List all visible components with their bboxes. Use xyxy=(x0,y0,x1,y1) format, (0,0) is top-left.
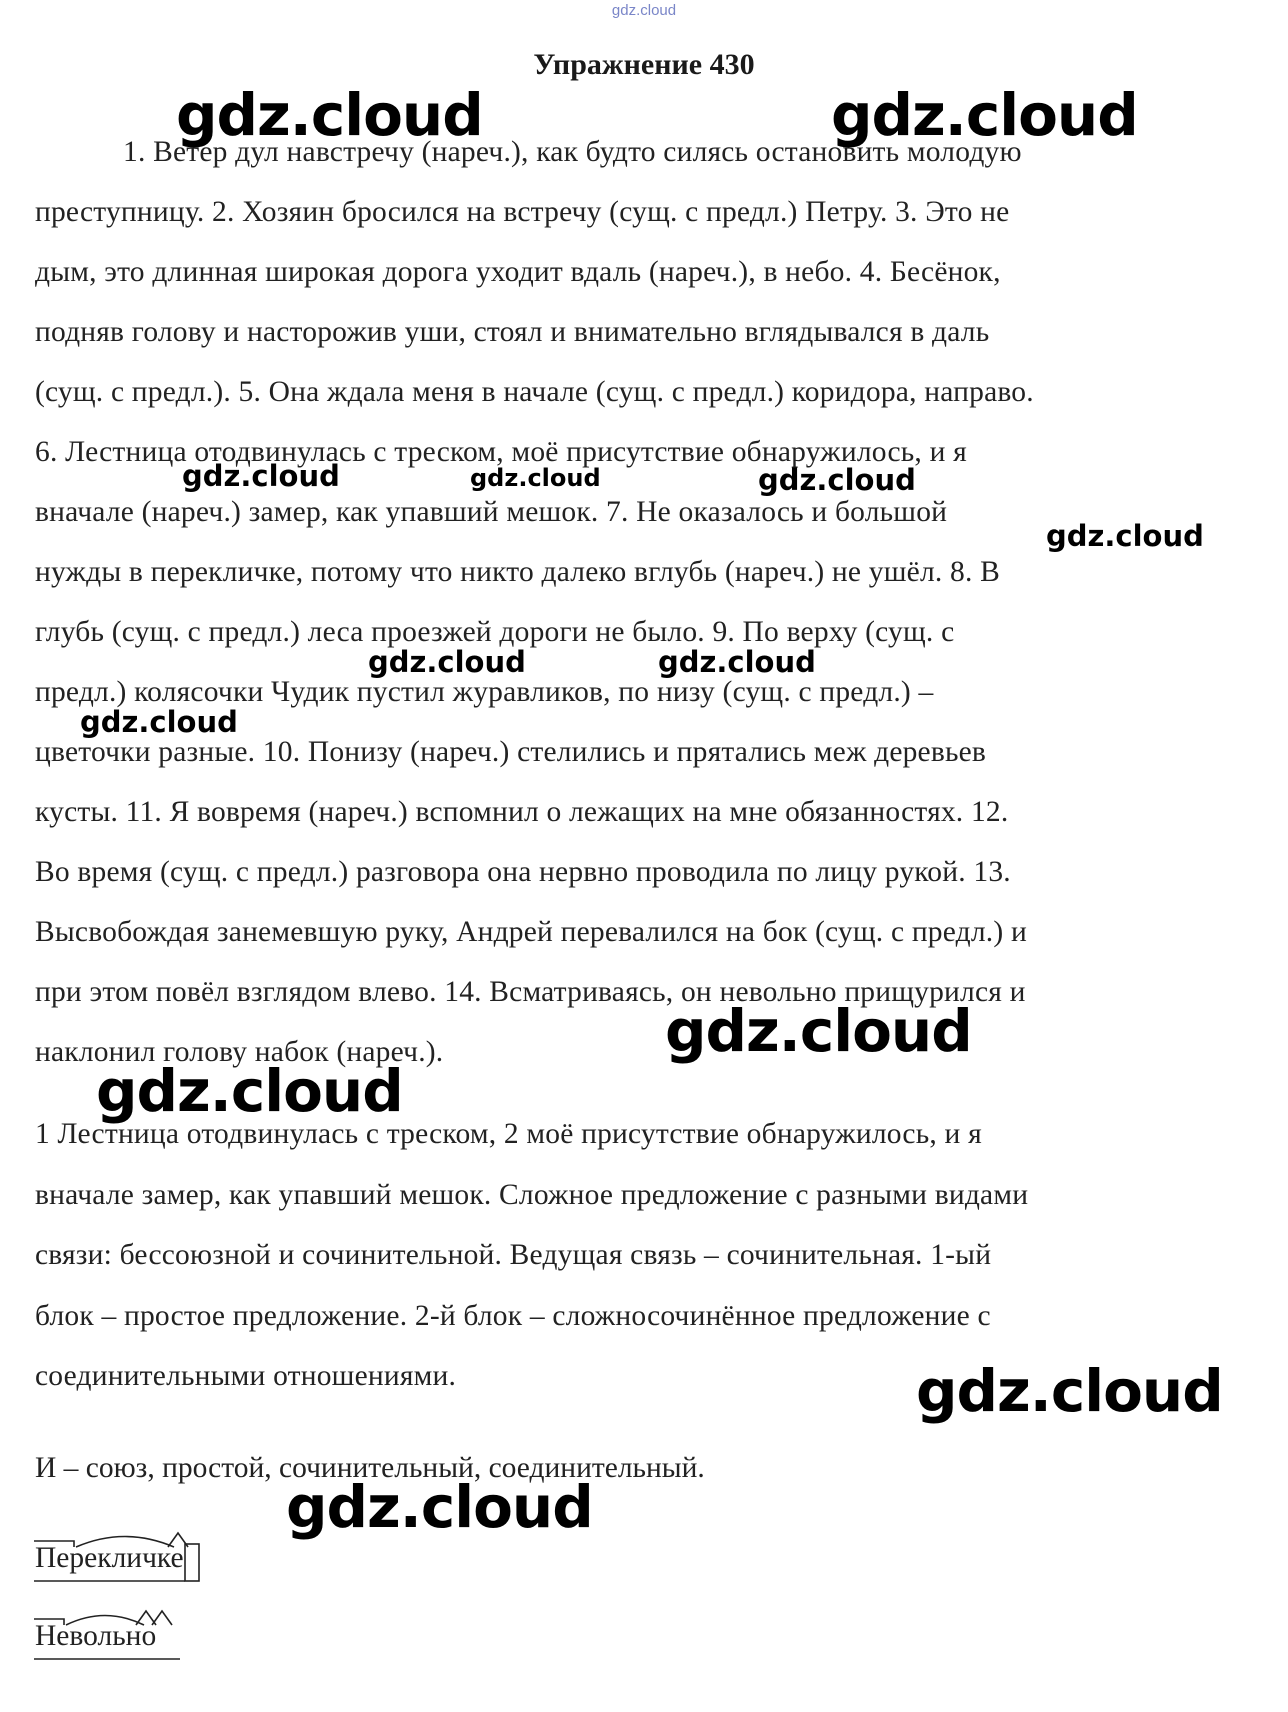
text-line: цветочки разные. 10. Понизу (нареч.) стелились и прятались меж деревьев xyxy=(35,736,987,768)
morpheme-marks-nevolno xyxy=(30,1598,220,1678)
morpheme-marks-perekliche xyxy=(30,1520,220,1600)
text-line: Во время (сущ. с предл.) разговора она нервно проводила по лицу рукой. 13. xyxy=(35,856,1011,888)
watermark: gdz.cloud xyxy=(916,1357,1223,1425)
text-line: наклонил голову набок (нареч.). xyxy=(35,1036,444,1068)
text-line: преступницу. 2. Хозяин бросился на встречу (сущ. с предл.) Петру. 3. Это не xyxy=(35,196,1010,228)
text-line: нужды в перекличке, потому что никто далеко вглубь (нареч.) не ушёл. 8. В xyxy=(35,556,1000,588)
watermark: gdz.cloud xyxy=(758,463,916,497)
text-line: кусты. 11. Я вовремя (нареч.) вспомнил о лежащих на мне обязанностях. 12. xyxy=(35,796,1009,828)
watermark: gdz.cloud xyxy=(286,1473,593,1541)
text-line: вначале замер, как упавший мешок. Сложное предложение с разными видами xyxy=(35,1178,1029,1211)
source-mark: gdz.cloud xyxy=(611,2,677,19)
exercise-text xyxy=(35,122,1245,1082)
morpheme-word-perekliche: Перекличке xyxy=(35,1542,184,1574)
watermark: gdz.cloud xyxy=(470,464,601,492)
prefix-mark xyxy=(34,1619,64,1625)
text-line: подняв голову и насторожив уши, стоял и внимательно вглядывался в даль xyxy=(35,316,990,348)
watermark: gdz.cloud xyxy=(96,1057,403,1125)
watermark: gdz.cloud xyxy=(368,645,526,679)
text-line: глубь (сущ. с предл.) леса проезжей дороги не было. 9. По верху (сущ. с xyxy=(35,616,955,648)
text-line: связи: бессоюзной и сочинительной. Ведущая связь – сочинительная. 1-ый xyxy=(35,1239,992,1271)
text-line: 1. Ветер дул навстречу (нареч.), как будто силясь остановить молодую xyxy=(123,136,1022,168)
morpheme-word-nevolno: Невольно xyxy=(35,1620,157,1652)
watermark: gdz.cloud xyxy=(80,705,238,739)
text-line: блок – простое предложение. 2-й блок – сложносочинённое предложение с xyxy=(35,1299,991,1332)
ending-box xyxy=(185,1544,199,1581)
watermark: gdz.cloud xyxy=(831,81,1138,149)
text-line: Высвобождая занемевшую руку, Андрей перевалился на бок (сущ. с предл.) и xyxy=(35,916,1027,948)
watermark: gdz.cloud xyxy=(182,459,340,493)
exercise-title: Упражнение 430 xyxy=(533,48,755,81)
conjunction-analysis: И – союз, простой, сочинительный, соединительный. xyxy=(35,1452,705,1484)
text-line: при этом повёл взглядом влево. 14. Всматриваясь, он невольно прищурился и xyxy=(35,976,1026,1008)
text-line: вначале (нареч.) замер, как упавший мешок. 7. Не оказалось и большой xyxy=(35,496,948,528)
text-line: 1 Лестница отодвинулась с треском, 2 моё присутствие обнаружилось, и я xyxy=(35,1118,982,1150)
watermark: gdz.cloud xyxy=(658,645,816,679)
prefix-mark xyxy=(34,1541,74,1547)
text-line: (сущ. с предл.). 5. Она ждала меня в начале (сущ. с предл.) коридора, направо. xyxy=(35,376,1034,408)
watermark: gdz.cloud xyxy=(1046,519,1204,553)
watermark: gdz.cloud xyxy=(665,997,972,1065)
text-line: 6. Лестница отодвинулась с треском, моё присутствие обнаружилось, и я xyxy=(35,436,967,468)
root-arc xyxy=(66,1616,144,1626)
text-line: предл.) колясочки Чудик пустил журавликов, по низу (сущ. с предл.) – xyxy=(35,676,934,708)
watermark: gdz.cloud xyxy=(176,81,483,149)
text-line: соединительными отношениями. xyxy=(35,1360,457,1392)
text-line: дым, это длинная широкая дорога уходит вдаль (нареч.), в небо. 4. Бесёнок, xyxy=(35,256,1001,288)
root-arc xyxy=(76,1537,174,1548)
